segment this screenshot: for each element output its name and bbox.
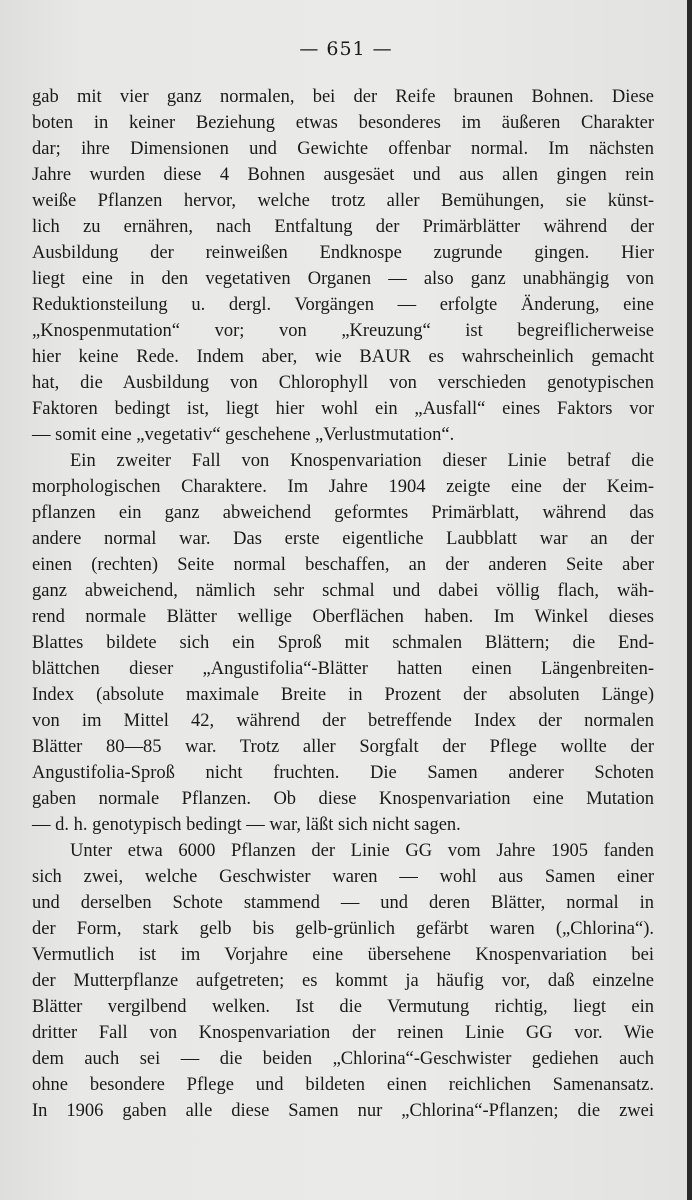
text-line: pflanzen ein ganz abweichend geformtes Primärblatt, während das [32, 503, 654, 523]
paragraph-3 [32, 838, 654, 1124]
text-line: In 1906 gaben alle diese Samen nur „Chlorina“-Pflanzen; die zwei [32, 1101, 654, 1121]
body-text [32, 84, 654, 1124]
text-line: hier keine Rede. Indem aber, wie BAUR es wahrscheinlich gemacht [32, 347, 654, 367]
text-line: dritter Fall von Knospenvariation der reinen Linie GG vor. Wie [32, 1023, 654, 1043]
text-line: lich zu ernähren, nach Entfaltung der Primärblätter während der [32, 217, 654, 237]
text-line: gab mit vier ganz normalen, bei der Reife braunen Bohnen. Diese [32, 87, 654, 107]
text-line: Vermutlich ist im Vorjahre eine übersehene Knospenvariation bei [32, 945, 654, 965]
text-line: boten in keiner Beziehung etwas besonderes im äußeren Charakter [32, 113, 654, 133]
text-line: liegt eine in den vegetativen Organen — also ganz unabhängig von [32, 269, 654, 289]
text-line: ohne besondere Pflege und bildeten einen reichlichen Samenansatz. [32, 1075, 654, 1095]
text-line: Ausbildung der reinweißen Endknospe zugrunde gingen. Hier [32, 243, 654, 263]
text-line: morphologischen Charaktere. Im Jahre 1904 zeigte eine der Keim- [32, 477, 654, 497]
text-line: Reduktionsteilung u. dergl. Vorgängen — erfolgte Änderung, eine [32, 295, 654, 315]
text-line: dar; ihre Dimensionen und Gewichte offenbar normal. Im nächsten [32, 139, 654, 159]
text-line: Angustifolia-Sproß nicht fruchten. Die Samen anderer Schoten [32, 763, 654, 783]
paragraph-1 [32, 84, 654, 448]
text-line: dem auch sei — die beiden „Chlorina“-Geschwister gediehen auch [32, 1049, 654, 1069]
page-number: — 651 — [299, 38, 393, 60]
text-line: weiße Pflanzen hervor, welche trotz aller Bemühungen, sie künst- [32, 191, 654, 211]
text-line: blättchen dieser „Angustifolia“-Blätter hatten einen Längenbreiten- [32, 659, 654, 679]
text-line: — somit eine „vegetativ“ geschehene „Verlustmutation“. [32, 425, 455, 445]
text-line: der Form, stark gelb bis gelb-grünlich gefärbt waren („Chlorina“). [32, 919, 654, 939]
text-line: Jahre wurden diese 4 Bohnen ausgesäet und aus allen gingen rein [32, 165, 654, 185]
text-line: der Mutterpflanze aufgetreten; es kommt ja häufig vor, daß einzelne [32, 971, 654, 991]
text-line: Ein zweiter Fall von Knospenvariation dieser Linie betraf die [70, 451, 654, 471]
text-line: gaben normale Pflanzen. Ob diese Knospenvariation eine Mutation [32, 789, 654, 809]
text-line: und derselben Schote stammend — und deren Blätter, normal in [32, 893, 654, 913]
text-line: Unter etwa 6000 Pflanzen der Linie GG vom Jahre 1905 fanden [70, 841, 654, 861]
text-line: Blätter 80—85 war. Trotz aller Sorgfalt der Pflege wollte der [32, 737, 654, 757]
text-line: Blattes bildete sich ein Sproß mit schmalen Blättern; die End- [32, 633, 654, 653]
text-line: ganz abweichend, nämlich sehr schmal und dabei völlig flach, wäh- [32, 581, 654, 601]
text-line: Faktoren bedingt ist, liegt hier wohl ein „Ausfall“ eines Faktors vor [32, 399, 654, 419]
text-line: andere normal war. Das erste eigentliche Laubblatt war an der [32, 529, 654, 549]
text-line: rend normale Blätter wellige Oberflächen haben. Im Winkel dieses [32, 607, 654, 627]
text-line: „Knospenmutation“ vor; von „Kreuzung“ ist begreiflicherweise [32, 321, 654, 341]
text-line: von im Mittel 42, während der betreffende Index der normalen [32, 711, 654, 731]
text-line: — d. h. genotypisch bedingt — war, läßt sich nicht sagen. [32, 815, 461, 835]
text-line: Blätter vergilbend welken. Ist die Vermutung richtig, liegt ein [32, 997, 654, 1017]
text-line: hat, die Ausbildung von Chlorophyll von verschieden genotypischen [32, 373, 654, 393]
text-line: einen (rechten) Seite normal beschaffen, an der anderen Seite aber [32, 555, 654, 575]
text-line: sich zwei, welche Geschwister waren — wohl aus Samen einer [32, 867, 654, 887]
paragraph-2 [32, 448, 654, 838]
text-line: Index (absolute maximale Breite in Prozent der absoluten Länge) [32, 685, 654, 705]
page-edge-shadow [687, 0, 692, 1200]
